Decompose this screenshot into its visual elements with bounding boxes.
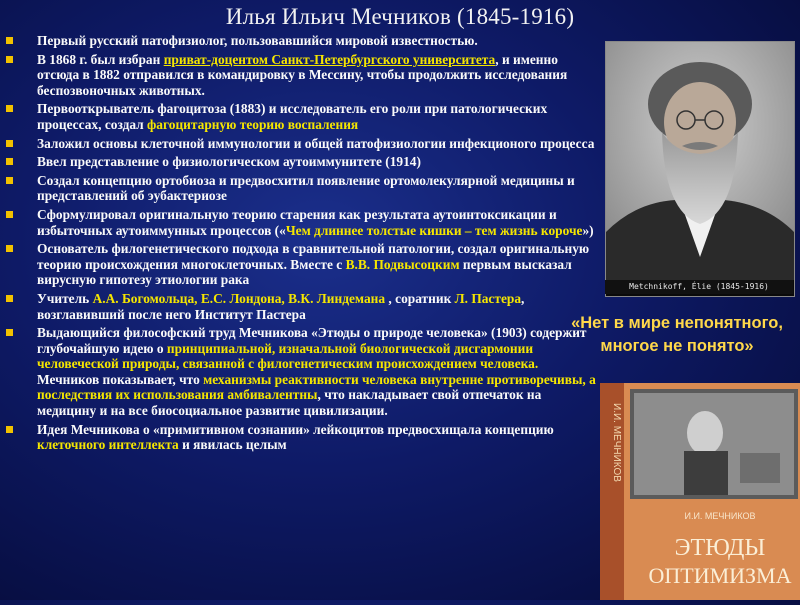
bullet-square-icon [6, 295, 13, 302]
bullet-square-icon [6, 158, 13, 165]
bullet-square-icon [6, 177, 13, 184]
bullet-item [4, 207, 596, 238]
bullet-item [4, 173, 596, 204]
bullet-text: Идея Мечникова о «примитивном сознании» лейкоцитов предвосхищала концепцию [37, 421, 554, 437]
bullet-item [4, 136, 596, 152]
highlighted-text: принципиальной, изначальной биологической дисгармонии человеческой природы, связанной с филогенетическим происхождением человека. [37, 340, 539, 372]
highlighted-text: приват-доцентом Санкт-Петербургского университета [163, 51, 496, 67]
bullet-item [4, 52, 596, 99]
book-author: И.И. МЕЧНИКОВ [684, 511, 756, 521]
bullet-square-icon [6, 329, 13, 336]
book-spine-text: И.И. МЕЧНИКОВ [611, 403, 622, 482]
bullet-text: Основатель филогенетического подхода в сравнительной патологии, создал оригинальную теорию происхождения многоклеточных. Вместе с [37, 241, 590, 272]
bullet-text: Учитель [37, 290, 93, 306]
bullet-text: , что накладывает свой отпечаток на медицину и на все биосоциальное развитие цивилизации. [37, 387, 542, 419]
portrait-photo [605, 41, 795, 297]
bullet-text: Первый русский патофизиолог, пользовавшийся мировой известностью. [37, 33, 478, 48]
book-title-line1: ЭТЮДЫ [674, 535, 766, 561]
bullet-text: , возглавивший после него Институт Пастера [37, 290, 525, 322]
book-title-line2: ОПТИМИЗМА [648, 563, 792, 588]
bullet-square-icon [6, 245, 13, 252]
bullet-item [4, 422, 596, 453]
highlighted-text: Л. Пастера [454, 290, 522, 306]
bullet-square-icon [6, 426, 13, 433]
bullet-text: Первооткрыватель фагоцитоза (1883) и исследователь его роли при патологических процессах, создал [37, 101, 548, 132]
bullet-square-icon [6, 56, 13, 63]
bullet-square-icon [6, 140, 13, 147]
highlighted-text: В.В. Подвысоцким [345, 256, 460, 272]
bullet-list [4, 33, 596, 456]
portrait-caption: Metchnikoff, Élie (1845-1916) [605, 280, 793, 294]
bullet-text: Ввел представление о физиологическом аутоиммунитете (1914) [37, 154, 421, 170]
bullet-item [4, 325, 596, 419]
bullet-text: и явилась целым [178, 437, 287, 453]
highlighted-text: клеточного интеллекта [37, 437, 179, 453]
bullet-text: Создал концепцию ортобиоза и предвосхитил появление ортомолекулярной медицины и представлений об эубактериозе [37, 172, 575, 204]
bullet-text: Мечников показывает, что [37, 371, 204, 387]
bullet-item [4, 241, 596, 288]
portrait-image [606, 42, 794, 280]
bullet-square-icon [6, 211, 13, 218]
bullet-item [4, 101, 596, 132]
book-image [600, 383, 800, 600]
highlighted-text: фагоцитарную теорию воспаления [147, 116, 359, 132]
bullet-text: Сформулировал оригинальную теорию старения как результата аутоинтоксикации и избыточных аутоиммунных процессов (« [37, 206, 557, 238]
book-cover [600, 383, 800, 600]
bullet-item [4, 33, 596, 49]
bullet-text: первым высказал вирусную гипотезу этиологии рака [37, 256, 572, 288]
highlighted-text: механизмы реактивности человека внутренне противоречивы, а последствия их использования амбивалентны [37, 371, 596, 403]
bullet-text: , и именно отсюда в 1882 отправился в командировку в Мессину, чтобы продолжить исследования беспозвоночных животных. [37, 51, 568, 98]
bullet-square-icon [6, 37, 13, 44]
bullet-text: , соратник [385, 290, 455, 306]
highlighted-text: Чем длиннее толстые кишки – тем жизнь короче [285, 222, 583, 238]
bullet-square-icon [6, 105, 13, 112]
bullet-item [4, 154, 596, 170]
bullet-text: Заложил основы клеточной иммунологии и общей патофизиологии инфекционого процесса [37, 135, 595, 151]
bullet-text: В 1868 г. был избран [37, 51, 164, 67]
bullet-text: Выдающийся философский труд Мечникова «Этюды о природе человека» (1903) содержит глубочайшую идею о [37, 325, 587, 356]
quote: «Нет в мире непонятного, многое не понято» [571, 314, 783, 355]
bullet-item [4, 291, 596, 322]
highlighted-text: А.А. Богомольца, Е.С. Лондона, В.К. Линдемана [92, 290, 386, 306]
bullet-text: ») [582, 222, 594, 238]
page-title: Илья Ильич Мечников (1845-1916) [225, 4, 575, 29]
